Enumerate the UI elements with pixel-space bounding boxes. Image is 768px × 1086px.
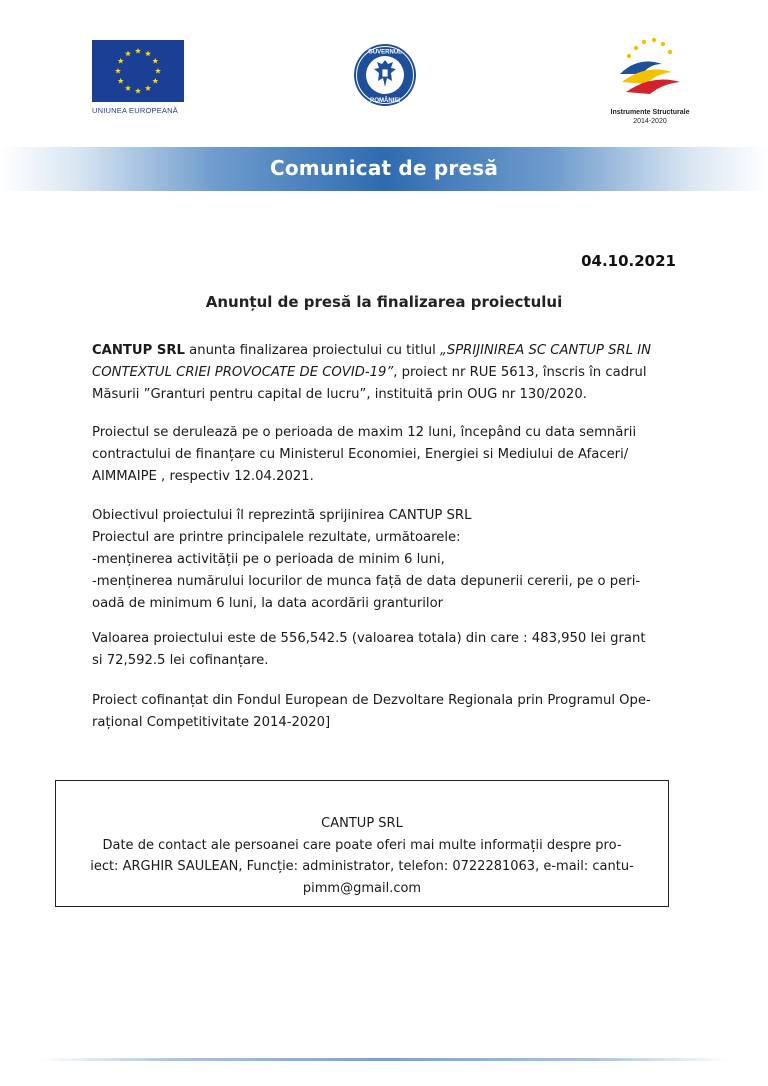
company-name: CANTUP SRL [92,343,185,358]
paragraph-announcement [92,340,678,406]
eu-star-icon [125,85,131,91]
eu-logo-label: UNIUNEA EUROPEANĂ [92,106,178,115]
is-label-line1: Instrumente Structurale [610,109,690,116]
p3-line1: Obiectivul proiectului îl reprezintă sprijinirea CANTUP SRL [92,508,472,523]
p5-line1: Proiect cofinanțat din Fondul European de Dezvoltare Regionala prin Programul Ope- [92,693,651,708]
p1-line3: Măsurii ”Granturi pentru capital de lucru”, instituită prin OUG nr 130/2020. [92,387,587,402]
paragraph-duration [92,422,678,488]
eu-star-icon [135,88,141,94]
banner-title: Comunicat de presă [269,156,499,180]
project-title-part2: CONTEXTUL CRIEI PROVOCATE DE COVID-19” [92,365,394,380]
instrumente-structurale-label [600,108,700,126]
p2-line3: AIMMAIPE , respectiv 12.04.2021. [92,469,314,484]
eu-star-icon [155,68,161,74]
p4-line1: Valoarea proiectului este de 556,542.5 (valoarea totala) din care : 483,950 lei grant [92,631,646,646]
svg-text:ROMÂNIEI: ROMÂNIEI [370,98,400,104]
p3-line4: -menținerea numărului locurilor de munca față de data depunerii cererii, pe o peri- [92,574,641,589]
eu-star-icon [118,78,124,84]
contact-line2: iect: ARGHIR SAULEAN, Funcție: administrator, telefon: 0722281063, e-mail: cantu- [90,859,634,874]
p2-line2: contractului de finanțare cu Ministerul Economiei, Energiei si Mediului de Afaceri/ [92,447,629,462]
p1-line2-text: , proiect nr RUE 5613, înscris în cadrul [393,365,647,380]
eu-star-icon [135,48,141,54]
svg-text:GUVERNUL: GUVERNUL [368,49,402,56]
eu-star-icon [152,58,158,64]
paragraph-value [92,628,678,672]
eu-star-icon [125,50,131,56]
paragraph-objectives [92,505,678,615]
p4-line2: si 72,592.5 lei cofinanțare. [92,653,269,668]
p1-line1-text: anunta finalizarea proiectului cu titlul [184,343,441,358]
p1-line2 [92,362,678,384]
instrumente-structurale-emblem-icon [600,34,700,106]
project-title-part1: „SPRIJINIREA SC CANTUP SRL IN [440,343,652,358]
p3-line3: -menținerea activității pe o perioada de minim 6 luni, [92,552,445,567]
eu-star-icon [145,50,151,56]
p2-line1: Proiectul se derulează pe o perioada de maxim 12 luni, începând cu data semnării [92,425,637,440]
p1-line1 [92,340,678,362]
eu-star-icon [118,58,124,64]
eu-star-icon [145,85,151,91]
paragraph-cofinancing [92,690,678,734]
eu-star-icon [152,78,158,84]
document-date: 04.10.2021 [581,252,676,270]
eu-star-icon [115,68,121,74]
eu-logo [92,40,186,115]
contact-line3: pimm@gmail.com [302,880,422,896]
contact-line1: Date de contact ale persoanei care poate oferi mai multe informații despre pro- [102,837,622,853]
contact-box-content [56,813,668,899]
p3-line2: Proiectul are printre principalele rezultate, următoarele: [92,530,461,545]
is-label-line2: 2014-2020 [633,118,667,125]
footer-divider [40,1058,730,1061]
eu-flag-icon [92,40,184,102]
document-heading: Anunțul de presă la finalizarea proiectului [205,293,563,311]
p3-line5: oadă de minimum 6 luni, la data acordării granturilor [92,596,444,611]
contact-box [55,780,669,907]
p5-line2: rațional Competitivitate 2014-2020] [92,715,331,730]
instrumente-structurale-logo [600,34,700,130]
contact-company: CANTUP SRL [321,816,403,831]
guvernul-romaniei-seal-icon [352,42,418,108]
